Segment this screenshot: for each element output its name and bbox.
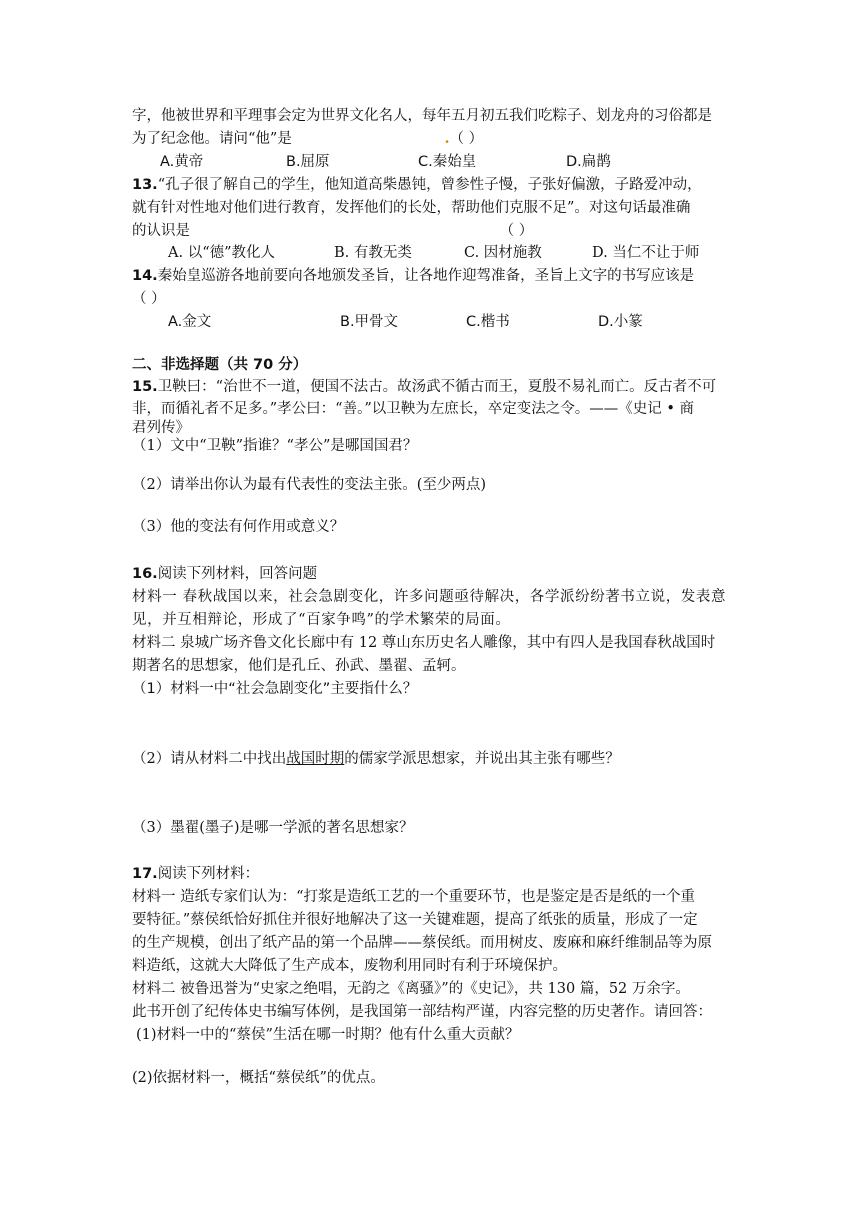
q16-material-2a: 材料二 泉城广场齐鲁文化长廊中有 12 尊山东历史名人雕像，其中有四人是我国春秋战国时 xyxy=(132,635,716,651)
q16-sub-2-prefix: （2）请从材料二中找出 xyxy=(132,751,287,767)
q16-sub-3: （3）墨翟(墨子)是哪一学派的著名思想家？ xyxy=(132,820,414,836)
q13-text-3: 的认识是 xyxy=(132,223,190,239)
q13-line-1 xyxy=(132,175,702,195)
q16-sub-2-suffix: 的儒家学派思想家，并说出其主张有哪些？ xyxy=(344,751,620,767)
q14-option-b: B.甲骨文 xyxy=(340,314,399,330)
q14-option-c: C.楷书 xyxy=(466,314,510,330)
q16-material-1b: 见，并互相辩论，形成了“百家争鸣”的学术繁荣的局面。 xyxy=(132,612,511,628)
q13-answer-paren: （ ） xyxy=(499,223,534,239)
section-2-title: 二、非选择题（共 70 分） xyxy=(132,357,308,373)
q12-answer-paren: （ ） xyxy=(449,131,484,147)
q16-sub-2 xyxy=(132,749,620,769)
q17-sub-1: (1)材料一中的“蔡侯”生活在哪一时期？他有什么重大贡献？ xyxy=(136,1027,520,1043)
q13-line-2: 就有针对性地对他们进行教育，发挥他们的长处，帮助他们克服不足”。对这句话最准确 xyxy=(132,200,691,216)
q13-option-d: D. 当仁不让于师 xyxy=(592,245,700,261)
q14-line-1 xyxy=(132,266,694,286)
q15-number: 15. xyxy=(132,379,158,395)
q17-material-2b: 此书开创了纪传体史书编写体例，是我国第一部结构严谨，内容完整的历史著作。请回答： xyxy=(132,1004,712,1020)
q15-sub-3: （3）他的变法有何作用或意义？ xyxy=(132,519,345,535)
q12-option-b: B.屈原 xyxy=(286,154,330,170)
q13-option-c: C. 因材施教 xyxy=(464,245,542,261)
q12-question-text: 为了纪念他。请问“他”是 xyxy=(132,131,292,147)
q17-number: 17. xyxy=(132,866,158,882)
q13-number: 13. xyxy=(132,177,158,193)
q12-option-c: C.秦始皇 xyxy=(418,154,477,170)
q17-text-1: 阅读下列材料： xyxy=(157,866,260,882)
q14-option-a: A.金文 xyxy=(168,314,212,330)
q15-text-1: 卫鞅曰：“治世不一道，便国不法古。故汤武不循古而王，夏殷不易礼而亡。反古者不可 xyxy=(157,379,717,395)
q12-option-a: A.黄帝 xyxy=(160,154,204,170)
q12-line-2 xyxy=(132,129,483,149)
q17-material-1c: 的生产规模，创出了纸产品的第一个品牌——蔡侯纸。而用树皮、废麻和麻纤维制品等为原 xyxy=(132,935,712,951)
q16-material-2b: 期著名的思想家，他们是孔丘、孙武、墨翟、孟轲。 xyxy=(132,658,466,674)
q13-text-1: “孔子很了解自己的学生，他知道高柴愚钝，曾参性子慢，子张好偏激，子路爱冲动， xyxy=(157,177,702,193)
q14-number: 14. xyxy=(132,268,158,284)
q17-material-1a: 材料一 造纸专家们认为：“打浆是造纸工艺的一个重要环节，也是鉴定是否是纸的一个重 xyxy=(132,889,696,905)
q16-text-1: 阅读下列材料，回答问题 xyxy=(157,566,318,582)
q17-material-2a: 材料二 被鲁迅誉为“史家之绝唱，无韵之《离骚》”的《史记》，共 130 篇，52 万余字。 xyxy=(132,981,690,997)
q15-line-2: 非，而循礼者不足多。”孝公曰：“善。”以卫鞅为左庶长，卒定变法之令。——《史记 • 商 xyxy=(132,401,695,417)
q17-material-1d: 料造纸，这就大大降低了生产成本，废物利用同时有利于环境保护。 xyxy=(132,958,567,974)
q15-line-3: 君列传》 xyxy=(132,420,190,436)
q16-number: 16. xyxy=(132,566,158,582)
q13-option-b: B. 有教无类 xyxy=(334,245,412,261)
q13-option-a: A. 以“德”教化人 xyxy=(168,245,276,261)
q15-sub-1: （1）文中“卫鞅”指谁？“孝公”是哪国国君？ xyxy=(132,438,418,454)
emphasis-dot-icon: . xyxy=(444,130,450,147)
q16-sub-2-underlined: 战国时期 xyxy=(286,751,345,767)
q15-sub-2: （2）请举出你认为最有代表性的变法主张。(至少两点) xyxy=(132,477,487,493)
q12-line-1: 字，他被世界和平理事会定为世界文化名人，每年五月初五我们吃粽子、划龙舟的习俗都是 xyxy=(132,108,712,124)
q16-sub-1: （1）材料一中“社会急剧变化”主要指什么？ xyxy=(132,681,418,697)
q15-line-1 xyxy=(132,377,716,397)
q12-option-d: D.扁鹊 xyxy=(566,154,611,170)
q14-answer-paren: （ ） xyxy=(132,291,166,307)
q17-material-1b: 要特征。”蔡侯纸恰好抓住并很好地解决了这一关键难题，提高了纸张的质量，形成了一定 xyxy=(132,912,698,928)
q17-sub-2: (2)依据材料一，概括“蔡侯纸”的优点。 xyxy=(132,1070,385,1086)
q14-text-1: 秦始皇巡游各地前要向各地颁发圣旨，让各地作迎驾准备，圣旨上文字的书写应该是 xyxy=(157,268,695,284)
q16-material-1a: 材料一 春秋战国以来，社会急剧变化，许多问题亟待解决，各学派纷纷著书立说，发表意 xyxy=(132,589,727,605)
q14-option-d: D.小篆 xyxy=(598,314,643,330)
q16-line-1 xyxy=(132,564,317,584)
q17-line-1 xyxy=(132,864,259,884)
q13-line-3 xyxy=(132,221,533,241)
